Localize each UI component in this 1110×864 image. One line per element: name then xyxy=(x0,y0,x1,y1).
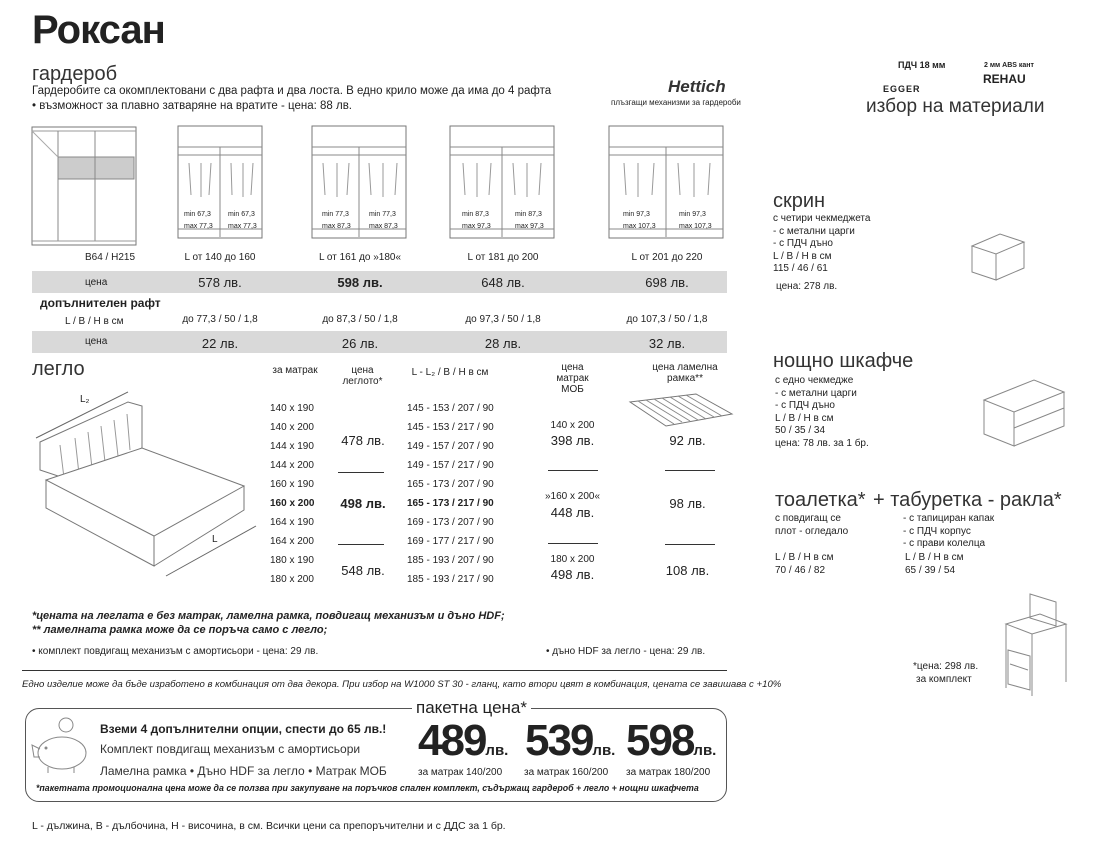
hdr-mattress: за матрак xyxy=(272,365,318,376)
mob-size-2: »160 x 200« xyxy=(544,491,601,502)
extra-shelf-title: допълнителен рафт xyxy=(40,296,161,310)
pdch-label: ПДЧ 18 мм xyxy=(898,60,946,70)
hdr-dims: L - L₂ / B / H в см xyxy=(411,367,489,378)
shelf-price-2: 26 лв. xyxy=(341,336,379,351)
hdr-bed-price: цена леглото* xyxy=(342,365,383,387)
package-note: *пакетната промоционална цена може да се ползва при закупуване на поръчков спален комплект, съдържащ гардероб + легло + нощни шкафчета xyxy=(36,783,699,793)
stool-specs: - с тапициран капак - с ПДЧ корпус - с прави колелца xyxy=(903,513,995,549)
wardrobe-subtitle: гардероб xyxy=(32,63,118,85)
vanity-dims: L / B / H в см 70 / 46 / 82 xyxy=(775,552,834,576)
stool-title: + табуретка - ракла* xyxy=(873,489,1062,511)
price-label: цена xyxy=(85,277,108,288)
shelf-dims-2: до 87,3 / 50 / 1,8 xyxy=(322,314,398,325)
materials-title: избор на материали xyxy=(866,96,1045,117)
bed-price-2: 498 лв. xyxy=(340,496,386,511)
package-price-1: 489лв. xyxy=(418,716,509,765)
hdf-price: • дъно HDF за легло - цена: 29 лв. xyxy=(546,646,706,657)
size-2: L от 161 до »180« xyxy=(318,252,402,263)
shelf-price-3: 28 лв. xyxy=(484,336,522,351)
chest-price: цена: 278 лв. xyxy=(776,281,838,292)
vanity-specs: с повдигащ се плот - огледало xyxy=(775,513,849,537)
set-price: *цена: 298 лв. за комплект xyxy=(913,661,979,685)
divider xyxy=(338,472,384,473)
hettich-logo: Hettich xyxy=(668,77,726,96)
divider xyxy=(665,470,715,471)
shelf-dims-1: до 77,3 / 50 / 1,8 xyxy=(182,314,258,325)
vanity-drawing xyxy=(1000,590,1072,700)
nightstand-specs: с едно чекмедже - с метални царги - с ПДЧ дъно L / B / H в см 50 / 35 / 34 цена: 78 лв. за 1 бр. xyxy=(775,375,869,449)
soft-close-note: • възможност за плавно затваряне на вратите - цена: 88 лв. xyxy=(32,100,353,112)
mob-price-3: 498 лв. xyxy=(550,567,595,582)
package-option-2: Ламелна рамка • Дъно HDF за легло • Матрак МОБ xyxy=(100,764,387,778)
mob-size-1: 140 x 200 xyxy=(550,420,595,431)
front-dims: B64 / H215 xyxy=(84,252,136,263)
rehau-logo: REHAU xyxy=(983,72,1026,86)
chest-specs: с четири чекмеджета - с метални царги - с ПДЧ дъно L / B / H в см 115 / 46 / 61 xyxy=(773,213,871,274)
shelf-dims-4: до 107,3 / 50 / 1,8 xyxy=(626,314,708,325)
hettich-caption: плъзгащи механизми за гардероби xyxy=(611,98,741,107)
package-headline: Вземи 4 допълнителни опции, спести до 65 лв.! xyxy=(100,722,387,736)
chest-title: скрин xyxy=(773,190,826,212)
l-label: L xyxy=(212,534,218,545)
divider xyxy=(548,470,598,471)
package-label-3: за матрак 180/200 xyxy=(626,767,711,778)
package-label-2: за матрак 160/200 xyxy=(524,767,609,778)
bed-price-1: 478 лв. xyxy=(341,433,385,448)
divider xyxy=(338,544,384,545)
page-title: Роксан xyxy=(32,8,165,52)
bed-note-2: ** ламелната рамка може да се поръча само с легло; xyxy=(32,624,328,636)
slatted-frame-drawing xyxy=(626,392,736,428)
size-1: L от 140 до 160 xyxy=(184,252,256,263)
slat-price-2: 98 лв. xyxy=(669,496,706,511)
mob-price-2: 448 лв. xyxy=(550,505,595,520)
shelf-dims-3: до 97,3 / 50 / 1,8 xyxy=(465,314,541,325)
stool-dims: L / B / H в см 65 / 39 / 54 xyxy=(905,552,964,576)
decor-note: Едно изделие може да бъде изработено в комбинация от два декора. При избор на W1000 ST 30 - гланц, като втори цвят в комбинация, цената се завишава с +10% xyxy=(22,679,782,690)
bed-title: легло xyxy=(32,358,85,380)
size-4: L от 201 до 220 xyxy=(631,252,703,263)
hdr-slat: цена ламелна рамка** xyxy=(652,362,718,384)
bed-drawing xyxy=(30,380,270,580)
package-label-1: за матрак 140/200 xyxy=(418,767,503,778)
slat-price-1: 92 лв. xyxy=(669,433,706,448)
package-price-3: 598лв. xyxy=(626,716,717,765)
nightstand-drawing xyxy=(980,378,1066,448)
vanity-title: тоалетка* xyxy=(775,489,866,511)
bed-note-1: *цената на леглата е без матрак, ламелна рамка, повдигащ механизъм и дъно HDF; xyxy=(32,610,505,622)
footer-legend: L - дължина, B - дълбочина, H - височина, в см. Всички цени са препоръчителни и с ДДС за 1 бр. xyxy=(32,820,506,832)
price-2: 598 лв. xyxy=(337,275,383,290)
divider xyxy=(665,544,715,545)
mob-size-3: 180 x 200 xyxy=(550,554,595,565)
abs-edge-label: 2 мм ABS кант xyxy=(984,62,1034,69)
divider xyxy=(22,670,727,671)
hdr-mob: цена матрак МОБ xyxy=(556,362,589,395)
wardrobe-description: Гардеробите са окомплектовани с два рафта и два лоста. В едно крило може да има до 4 рафта xyxy=(32,85,552,97)
slat-price-3: 108 лв. xyxy=(665,563,710,578)
egger-logo: EGGER xyxy=(883,84,921,94)
bed-price-3: 548 лв. xyxy=(341,563,385,578)
shelf-price-1: 22 лв. xyxy=(201,336,239,351)
shelf-dims-label: L / B / H в см xyxy=(65,316,124,327)
package-option-1: Комплект повдигащ механизъм с амортисьори xyxy=(100,742,361,756)
size-3: L от 181 до 200 xyxy=(467,252,539,263)
mob-price-1: 398 лв. xyxy=(550,433,595,448)
chest-drawing xyxy=(970,232,1026,282)
lift-mechanism-price: • комплект повдигащ механизъм с амортисьори - цена: 29 лв. xyxy=(32,646,319,657)
wardrobe-front-drawing xyxy=(30,125,140,250)
nightstand-title: нощно шкафче xyxy=(773,350,914,372)
package-title: пакетна цена* xyxy=(412,698,531,718)
price-3: 648 лв. xyxy=(481,275,525,290)
package-price-2: 539лв. xyxy=(525,716,616,765)
l2-label: L₂ xyxy=(80,394,90,405)
divider xyxy=(548,543,598,544)
price-1: 578 лв. xyxy=(198,275,242,290)
piggy-bank-icon xyxy=(28,715,94,775)
shelf-price-4: 32 лв. xyxy=(648,336,686,351)
shelf-price-label: цена xyxy=(85,336,108,347)
price-4: 698 лв. xyxy=(645,275,689,290)
